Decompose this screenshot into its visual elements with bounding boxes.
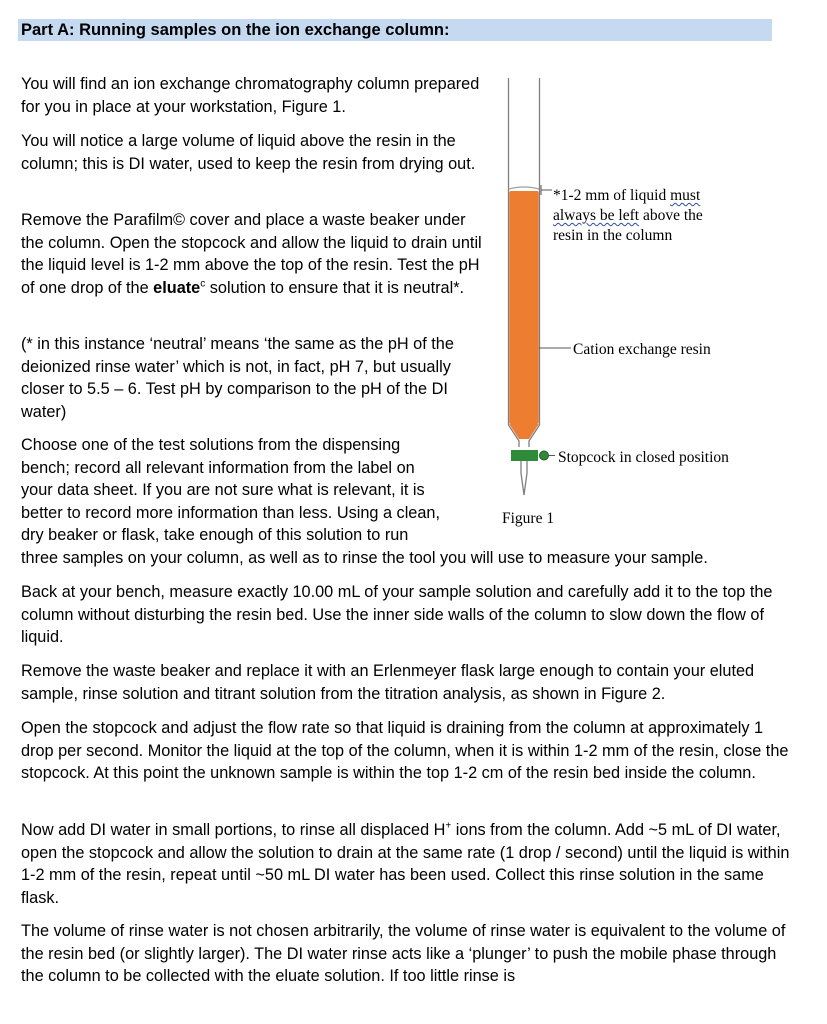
paragraph-neutral-note: (* in this instance ‘neutral’ means ‘the same as the pH of the deionized rinse water’ which is not, in fact, pH 7, but usually closer to 5.5 – 6. Test pH by comparison to the pH of the DI water) — [21, 335, 454, 421]
p3-text-a: Remove the Parafilm — [21, 211, 174, 229]
liquid-level-note-line-1: *1-2 mm of liquid must — [553, 187, 701, 204]
copyright-symbol: © — [173, 211, 186, 229]
stopcock-label: Stopcock in closed position — [558, 449, 729, 466]
p5-line-3: your data sheet. If you are not sure what is relevant, it is — [21, 481, 425, 500]
figure-caption: Figure 1 — [502, 510, 555, 527]
resin-label: Cation exchange resin — [573, 341, 711, 358]
figure-1-diagram — [495, 75, 575, 505]
eluate-superscript: c — [200, 278, 206, 290]
liquid-meniscus — [509, 187, 539, 189]
p5-line-1: Choose one of the test solutions from the dispensing — [21, 436, 401, 454]
p5-line-5: dry beaker or flask, take enough of this solution to run — [21, 526, 409, 545]
p5-line-6: three samples on your column, as well as to rinse the tool you will use to measure your sample. — [21, 548, 708, 567]
resin-bed — [509, 191, 539, 424]
paragraph-remove-parafilm — [21, 209, 491, 299]
p3-text-c: solution to ensure that it is neutral*. — [205, 278, 465, 297]
liquid-level-note-line-2: always be left above the — [553, 207, 703, 224]
paragraph-flow-rate: Open the stopcock and adjust the flow rate so that liquid is draining from the column at approximately 1 drop per second. Monitor the liquid at the top of the column, when it is within 1-2 mm of the resin, close the stopcock. At this point the unknown sample is within the top 1-2 cm of the resin bed inside the column. — [21, 719, 789, 783]
paragraph-measure-sample: Back at your bench, measure exactly 10.00 mL of your sample solution and carefully add it to the top the column without disturbing the resin bed. Use the inner side walls of the column to slow down the flow of liquid. — [21, 583, 773, 647]
stopcock-knob — [540, 451, 549, 460]
p3-text-b: cover and place a waste beaker under the column. Open the stopcock and allow the liquid to drain until the liquid level is 1-2 mm above the top of the resin. Test the pH of one drop of the — [21, 211, 482, 297]
resin-taper — [509, 424, 539, 439]
p5-line-2: bench; record all relevant information from the label on — [21, 458, 415, 477]
liquid-level-note-line-3: resin in the column — [553, 227, 673, 244]
stopcock-handle — [511, 450, 538, 461]
p9-text-b: ions from the column. Add ~5 mL of DI water, open the stopcock and allow the solution to drain at the same rate (1 drop / second) until the liquid is within 1-2 mm of the resin, repeat until ~50 mL DI water has been used. Collect this rinse solution in the same flask. — [21, 821, 790, 907]
paragraph-erlenmeyer: Remove the waste beaker and replace it with an Erlenmeyer flask large enough to contain your eluted sample, rinse solution and titrant solution from the titration analysis, as shown in Figure 2. — [21, 662, 755, 703]
section-title: Part A: Running samples on the ion exchange column: — [21, 21, 450, 39]
paragraph-di-water: You will notice a large volume of liquid above the resin in the column; this is DI water, used to keep the resin from drying out. — [21, 132, 476, 173]
paragraph-intro: You will find an ion exchange chromatography column prepared for you in place at your workstation, Figure 1. — [21, 75, 480, 116]
paragraph-rinse — [21, 819, 796, 909]
hydrogen-superscript: + — [445, 820, 452, 832]
p5-line-4: better to record more information than less. Using a clean, — [21, 503, 440, 522]
eluate-term: eluate — [153, 278, 201, 297]
paragraph-rinse-volume: The volume of rinse water is not chosen arbitrarily, the volume of rinse water is equivalent to the volume of the resin bed (or slightly larger). The DI water rinse acts like a ‘plunger’ to push the mobile phase through the column to be collected with the eluate solution. If too little rinse is — [21, 922, 786, 986]
section-header — [18, 19, 772, 41]
p9-text-a: Now add DI water in small portions, to rinse all displaced H — [21, 821, 446, 839]
